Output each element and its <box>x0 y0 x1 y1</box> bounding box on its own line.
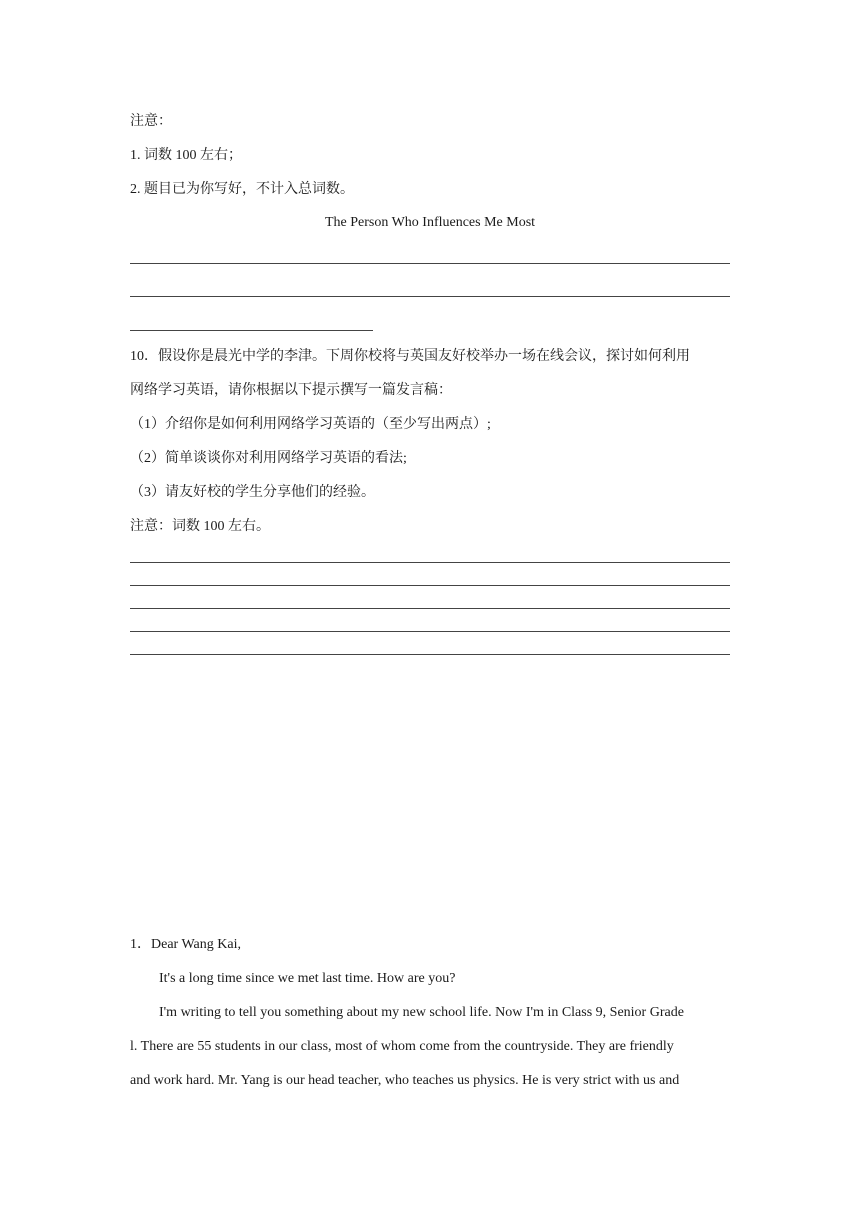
writing-line <box>130 631 730 632</box>
answer-paragraph-2-line-2: l. There are 55 students in our class, most of whom come from the countryside. They are friendly <box>130 1039 674 1054</box>
writing-line <box>130 608 730 609</box>
note-item-1: 1. 词数 100 左右； <box>130 148 242 163</box>
essay-title: The Person Who Influences Me Most <box>324 215 536 230</box>
question-10-line-1: 10．假设你是晨光中学的李津。下周你校将与英国友好校举办一场在线会议，探讨如何利用 <box>130 349 690 364</box>
writing-line <box>130 585 730 586</box>
question-10-point-1: （1）介绍你是如何利用网络学习英语的（至少写出两点）; <box>130 417 491 432</box>
answer-paragraph-2-line-3: and work hard. Mr. Yang is our head teacher, who teaches us physics. He is very strict with us and <box>130 1073 680 1088</box>
answer-paragraph-1: It's a long time since we met last time. How are you? <box>159 971 456 986</box>
writing-line-short <box>130 330 373 331</box>
note-label: 注意： <box>130 114 172 129</box>
question-10-point-2: （2）简单谈谈你对利用网络学习英语的看法; <box>130 451 407 466</box>
writing-line <box>130 263 730 264</box>
question-10-point-3: （3）请友好校的学生分享他们的经验。 <box>130 485 375 500</box>
answer-salutation: 1．Dear Wang Kai, <box>130 937 241 952</box>
answer-paragraph-2-line-1: I'm writing to tell you something about my new school life. Now I'm in Class 9, Senior Grade <box>159 1005 684 1020</box>
writing-line <box>130 654 730 655</box>
writing-line <box>130 296 730 297</box>
question-10-note: 注意：词数 100 左右。 <box>130 519 270 534</box>
writing-line <box>130 562 730 563</box>
question-10-line-2: 网络学习英语，请你根据以下提示撰写一篇发言稿： <box>130 383 452 398</box>
note-item-2: 2. 题目已为你写好，不计入总词数。 <box>130 182 354 197</box>
